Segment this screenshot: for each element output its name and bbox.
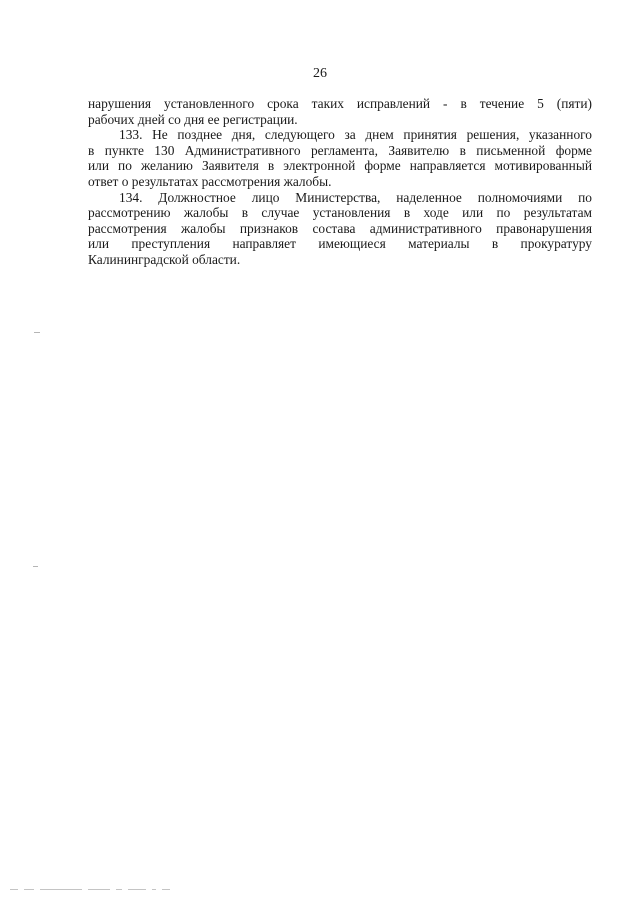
scan-speck: [34, 332, 40, 333]
text-line: рабочих дней со дня ее регистрации.: [88, 111, 298, 127]
text-line: или по желанию Заявителя в электронной форме направляется мотивированный: [88, 158, 592, 174]
text-line: Калининградской области.: [88, 251, 241, 267]
text-line: в пункте 130 Административного регламента, Заявителю в письменной форме: [88, 142, 592, 158]
paragraph-continuation: [88, 96, 592, 127]
text-line: нарушения установленного срока таких исправлений - в течение 5 (пяти): [88, 96, 592, 111]
paragraph-item-133: [88, 127, 592, 189]
text-line: ответ о результатах рассмотрения жалобы.: [88, 173, 332, 189]
scan-edge-artifact: [10, 889, 180, 891]
scan-speck: [33, 566, 38, 567]
page-number: 26: [313, 66, 327, 81]
body-text: [88, 96, 592, 268]
text-line: 133. Не позднее дня, следующего за днем принятия решения, указанного: [119, 127, 592, 143]
paragraph-item-134: [88, 190, 592, 268]
text-line: 134. Должностное лицо Министерства, наделенное полномочиями по: [119, 189, 592, 205]
text-line: рассмотрению жалобы в случае установления в ходе или по результатам: [88, 205, 592, 221]
text-line: или преступления направляет имеющиеся материалы в прокуратуру: [88, 236, 592, 252]
text-line: рассмотрения жалобы признаков состава административного правонарушения: [88, 220, 592, 236]
